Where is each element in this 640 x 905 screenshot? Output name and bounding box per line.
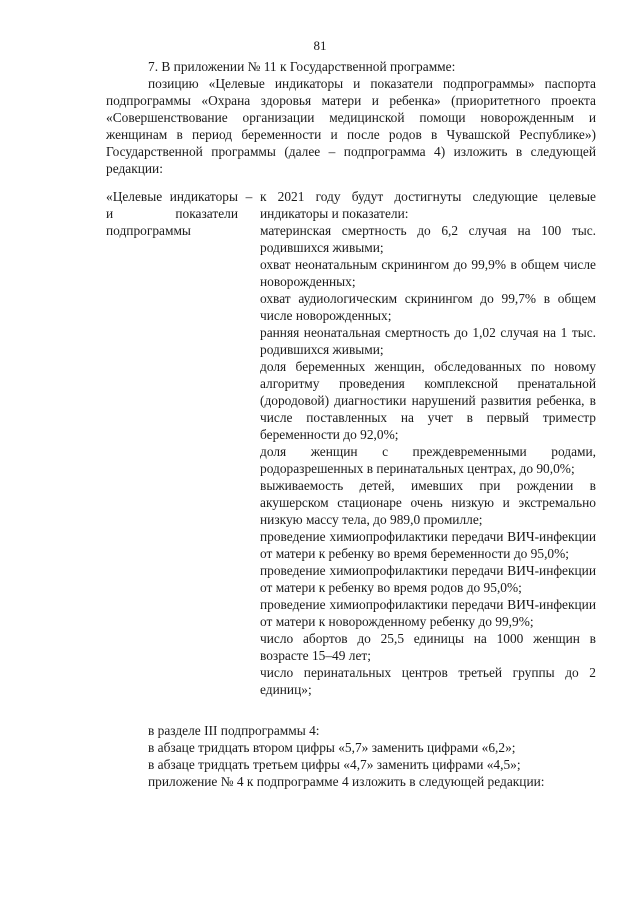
outro-line: в разделе III подпрограммы 4: — [148, 723, 320, 738]
passport-row — [106, 188, 596, 698]
passport-table — [106, 188, 596, 698]
indicator-item: ранняя неонатальная смертность до 1,02 случая на 1 тыс. родившихся живыми; — [260, 325, 596, 357]
outro-line: приложение № 4 к подпрограмме 4 изложить в следующей редакции: — [148, 774, 545, 789]
intro-section — [106, 58, 596, 177]
indicator-item: к 2021 году будут достигнуты следующие целевые индикаторы и показатели: — [260, 189, 596, 221]
indicator-item: охват аудиологическим скринингом до 99,7% в общем числе новорожденных; — [260, 291, 596, 323]
passport-values — [260, 188, 596, 698]
indicator-item: доля беременных женщин, обследованных по новому алгоритму проведения комплексной пренатальной (дородовой) диагностики нарушений развития ребенка, в числе поставленных на учет в первый триместр беременности до 92,0%; — [260, 359, 596, 442]
indicator-item: доля женщин с преждевременными родами, родоразрешенных в перинатальных центрах, до 90,0%; — [260, 444, 596, 476]
indicator-item: число перинатальных центров третьей группы до 2 единиц»; — [260, 665, 596, 697]
outro-line: в абзаце тридцать втором цифры «5,7» заменить цифрами «6,2»; — [148, 740, 516, 755]
outro-section — [106, 722, 596, 790]
indicator-item: проведение химиопрофилактики передачи ВИЧ-инфекции от матери к новорожденному ребенку до 99,9%; — [260, 597, 596, 629]
indicator-item: охват неонатальным скринингом до 99,9% в общем числе новорожденных; — [260, 257, 596, 289]
indicator-item: проведение химиопрофилактики передачи ВИЧ-инфекции от матери к ребенку во время родов до 95,0%; — [260, 563, 596, 595]
page-number: 81 — [313, 38, 327, 53]
section-heading: 7. В приложении № 11 к Государственной программе: — [148, 59, 456, 74]
intro-paragraph: позицию «Целевые индикаторы и показатели подпрограммы» паспорта подпрограммы «Охрана здоровья матери и ребенка» (приоритетного проекта «Совершенствование организации медицинской помощи новорожденным и женщинам в период беременности и после родов в Чувашской Республике») Государственной программы (далее – подпрограмма 4) изложить в следующей редакции: — [106, 76, 596, 176]
indicator-item: материнская смертность до 6,2 случая на 100 тыс. родившихся живыми; — [260, 223, 596, 255]
indicator-item: число абортов до 25,5 единицы на 1000 женщин в возрасте 15–49 лет; — [260, 631, 596, 663]
indicator-item: проведение химиопрофилактики передачи ВИЧ-инфекции от матери к ребенку во время беременности до 95,0%; — [260, 529, 596, 561]
indicator-item: выживаемость детей, имевших при рождении в акушерском стационаре очень низкую и экстремально низкую массу тела, до 989,0 промилле; — [260, 478, 596, 527]
passport-label: «Целевые индикаторы и показатели подпрограммы — [106, 189, 238, 238]
outro-line: в абзаце тридцать третьем цифры «4,7» заменить цифрами «4,5»; — [148, 757, 521, 772]
passport-dash: – — [245, 189, 253, 204]
